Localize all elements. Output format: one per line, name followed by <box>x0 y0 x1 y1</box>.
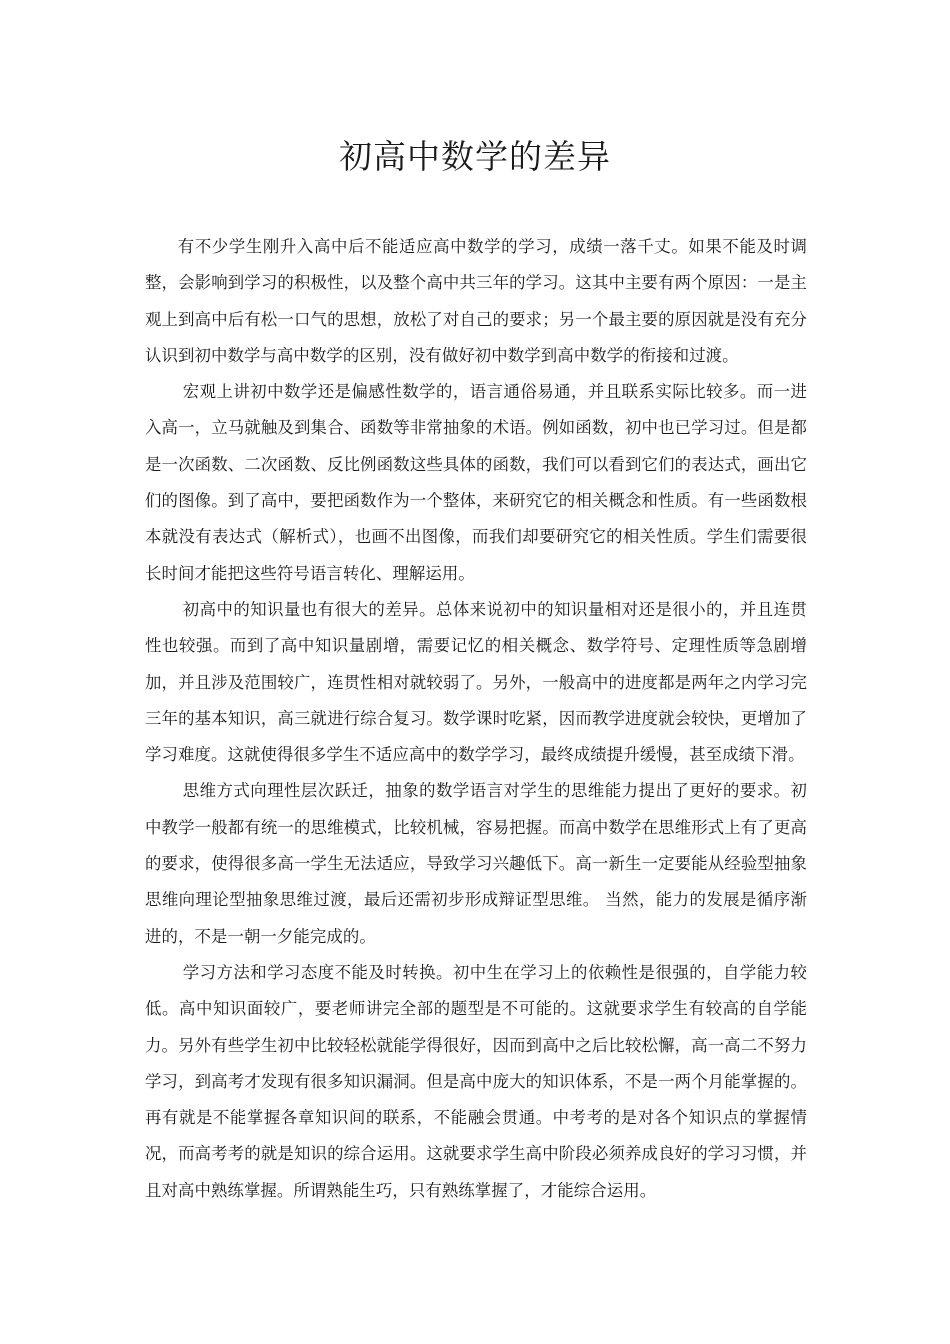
paragraph-2: 宏观上讲初中数学还是偏感性数学的，语言通俗易通，并且联系实际比较多。而一进入高一，立马就触及到集合、函数等非常抽象的术语。例如函数，初中也已学习过。但是都是一次函数、二次函数、反比例函数这些具体的函数，我们可以看到它们的表达式，画出它们的图像。到了高中，要把函数作为一个整体，来研究它的相关概念和性质。有一些函数根本就没有表达式（解析式），也画不出图像，而我们却要研究它的相关性质。学生们需要很长时间才能把这些符号语言转化、理解运用。 <box>145 382 807 583</box>
paragraph-4: 思维方式向理性层次跃迁，抽象的数学语言对学生的思维能力提出了更好的要求。初中教学一般都有统一的思维模式，比较机械，容易把握。而高中数学在思维形式上有了更高的要求，使得很多高一学生无法适应，导致学习兴趣低下。高一新生一定要能从经验型抽象思维向理论型抽象思维过渡，最后还需初步形成辩证型思维。 当然，能力的发展是循序渐进的，不是一朝一夕能完成的。 <box>145 781 807 946</box>
paragraph-1: 有不少学生刚升入高中后不能适应高中数学的学习，成绩一落千丈。如果不能及时调整，会影响到学习的积极性，以及整个高中共三年的学习。这其中主要有两个原因：一是主观上到高中后有松一口气的思想，放松了对自己的要求；另一个最主要的原因就是没有充分认识到初中数学与高中数学的区别，没有做好初中数学到高中数学的衔接和过渡。 <box>145 237 807 365</box>
document-body <box>145 229 807 1209</box>
paragraph-5: 学习方法和学习态度不能及时转换。初中生在学习上的依赖性是很强的，自学能力较低。高中知识面较广，要老师讲完全部的题型是不可能的。这就要求学生有较高的自学能力。另外有些学生初中比较轻松就能学得很好，因而到高中之后比较松懈，高一高二不努力学习，到高考才发现有很多知识漏洞。但是高中庞大的知识体系，不是一两个月能掌握的。再有就是不能掌握各章知识间的联系，不能融会贯通。中考考的是对各个知识点的掌握情况，而高考考的就是知识的综合运用。这就要求学生高中阶段必须养成良好的学习习惯，并且对高中熟练掌握。所谓熟能生巧，只有熟练掌握了，才能综合运用。 <box>145 962 807 1200</box>
paragraph-3: 初高中的知识量也有很大的差异。总体来说初中的知识量相对还是很小的，并且连贯性也较强。而到了高中知识量剧增，需要记忆的相关概念、数学符号、定理性质等急剧增加，并且涉及范围较广，连贯性相对就较弱了。另外，一般高中的进度都是两年之内学习完三年的基本知识，高三就进行综合复习。数学课时吃紧，因而教学进度就会较快，更增加了学习难度。这就使得很多学生不适应高中的数学学习，最终成绩提升缓慢，甚至成绩下滑。 <box>145 599 807 765</box>
page-title: 初高中数学的差异 <box>339 137 611 176</box>
